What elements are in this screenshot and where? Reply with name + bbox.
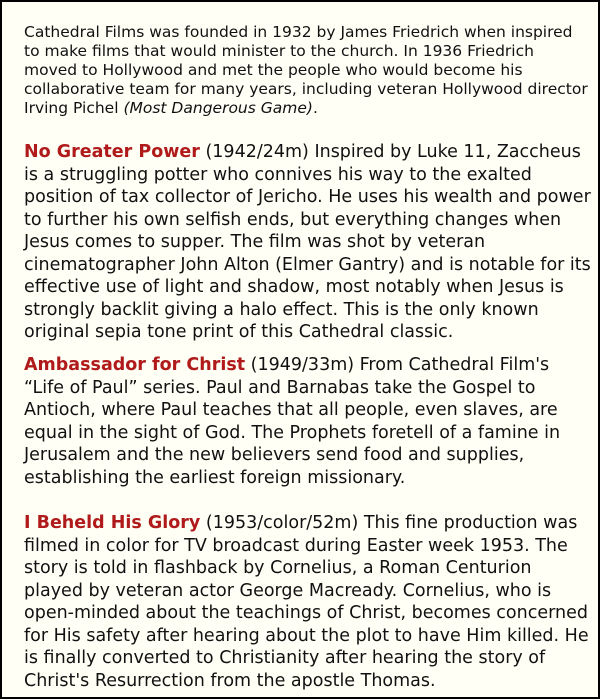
film-entry-i-beheld-his-glory <box>24 512 594 692</box>
film-description: Inspired by Luke 11, Zaccheus is a struggling potter who connives his way to the exalted position of tax collector of Jericho. He uses his wealth and power to further his own selfish ends, but everything changes when Jesus comes to supper. The film was shot by veteran cinematographer John Alton (Elmer Gantry) and is notable for its effective use of light and shadow, most notably when Jesus is strongly backlit giving a halo effect. This is the only known original sepia tone print of this Cathedral classic. <box>24 142 591 342</box>
film-info: (1953/color/52m) <box>200 513 364 533</box>
film-title: Ambassador for Christ <box>24 355 246 375</box>
film-title: No Greater Power <box>24 142 200 162</box>
film-title: I Beheld His Glory <box>24 513 201 533</box>
film-entry-no-greater-power <box>24 141 594 344</box>
film-info: (1949/33m) <box>245 355 360 375</box>
intro-end: . <box>312 99 318 117</box>
intro-italic-text: (Most Dangerous Game) <box>123 99 313 117</box>
film-entry-ambassador-for-christ <box>24 354 594 489</box>
film-description: This fine production was filmed in color for TV broadcast during Easter week 1953. The story is told in flashback by Cornelius, a Roman Centurion played by veteran actor George Macready. Cornelius, who is open-minded about the teachings of Christ, becomes concerned for His safety after hearing about the plot to have Him killed. He is finally converted to Christianity after hearing the story of Christ's Resurrection from the apostle Thomas. <box>24 513 589 691</box>
film-info: (1942/24m) <box>199 142 315 162</box>
film-description: From Cathedral Film's “Life of Paul” series. Paul and Barnabas take the Gospel to Antioch, where Paul teaches that all people, even slaves, are equal in the sight of God. The Prophets foretell of a famine in Jerusalem and the new believers send food and supplies, establishing the earliest foreign missionary. <box>24 355 561 488</box>
intro-paragraph <box>24 23 589 118</box>
intro-text: Cathedral Films was founded in 1932 by James Friedrich when inspired to make films that would minister to the church. In 1936 Friedrich moved to Hollywood and met the people who would become his collaborative team for many years, including veteran Hollywood director Irving Pichel <box>24 23 588 117</box>
